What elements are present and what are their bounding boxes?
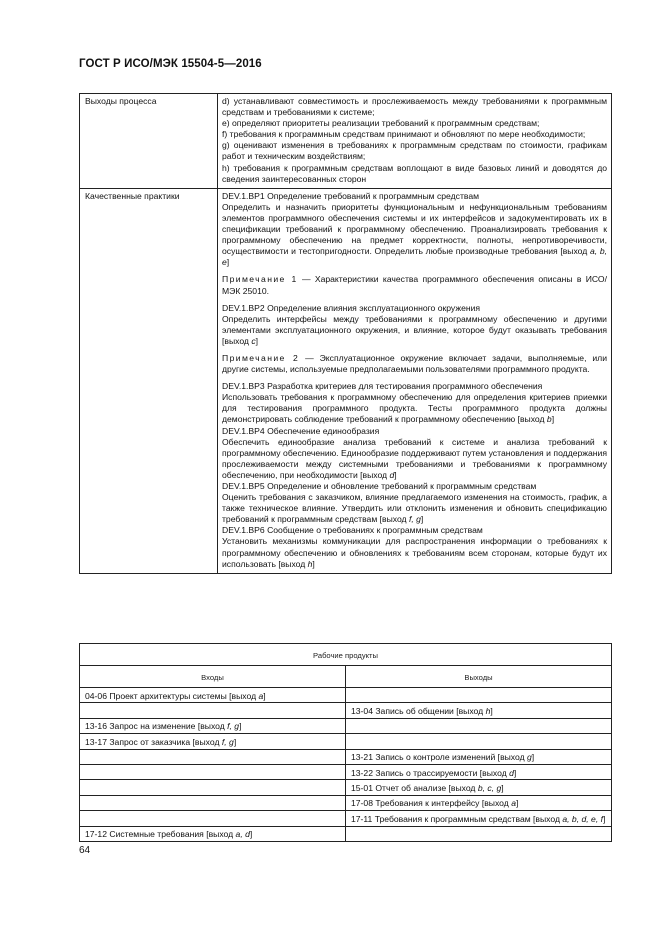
cell-refs: f, g — [221, 736, 234, 747]
process-output-item: g) оценивают изменения в требованиях к программным средствам по стоимости, графикам работ и техническим воздействиям; — [222, 140, 607, 162]
process-outputs-row — [80, 94, 612, 189]
column-header-inputs: Входы — [80, 666, 346, 688]
process-table — [79, 93, 612, 574]
process-output-item: e) определяют приоритеты реализации требований к программным средствам; — [222, 118, 540, 129]
output-cell — [346, 734, 612, 749]
column-header-outputs: Выходы — [346, 666, 612, 688]
process-outputs-label: Выходы процесса — [80, 94, 218, 189]
base-practice-bp2 — [222, 303, 607, 347]
table-row — [80, 718, 612, 733]
work-products-table — [79, 643, 612, 842]
cell-refs: a — [511, 798, 516, 809]
note-2-text: — Эксплуатационное окружение включает задачи, выполняемые, или другие системы, используемые предполагаемыми пользователями программного продукта. — [222, 352, 607, 375]
note-2-lead: Примечание 2 — [222, 352, 300, 363]
bp6-text — [222, 536, 607, 569]
cell-refs: g — [527, 752, 532, 763]
bp4-text — [222, 437, 607, 481]
bp3-body: Использовать требования к программному обеспечению для определения критериев приемки для тестирования программного продукта. Тесты программного продукта должны демонстрировать соблюдение требований к программному обеспечению [выход — [222, 392, 607, 425]
bp6-body: Установить механизмы коммуникации для распространения информации о требованиях к программному обеспечению и обновлениях к требованиям всем сторонам, которые будут их использовать [выход — [222, 536, 607, 569]
base-practices-label: Качественные практики — [80, 188, 218, 573]
input-cell — [80, 764, 346, 779]
cell-text: 13-17 Запрос от заказчика [выход — [85, 736, 222, 747]
cell-end: ] — [501, 783, 504, 794]
cell-text: 15-01 Отчет об анализе [выход — [351, 783, 478, 794]
page-number: 64 — [79, 845, 91, 856]
bp4-refs: d — [389, 469, 395, 480]
note-2 — [222, 353, 607, 375]
bp2-end: ] — [255, 335, 259, 346]
output-cell — [346, 688, 612, 703]
cell-end: ] — [602, 813, 606, 824]
table-row — [80, 749, 612, 764]
bp3-text — [222, 392, 607, 425]
cell-text: 17-08 Требования к интерфейсу [выход — [351, 798, 512, 809]
bp1-end: ] — [226, 257, 230, 268]
base-practice-bp3 — [222, 381, 607, 425]
document-header: ГОСТ Р ИСО/МЭК 15504-5—2016 — [79, 58, 262, 70]
bp2-title: DEV.1.BP2 Определение влияния эксплуатационного окружения — [222, 302, 481, 313]
table-row — [80, 764, 612, 779]
bp1-refs: a, b, e — [222, 246, 607, 268]
bp2-text — [222, 314, 607, 347]
work-products-caption: Рабочие продукты — [80, 644, 612, 666]
output-cell — [346, 826, 612, 841]
cell-end: ] — [239, 721, 242, 732]
bp5-text — [222, 492, 607, 525]
table-row — [80, 688, 612, 703]
bp1-title: DEV.1.BP1 Определение требований к программным средствам — [222, 190, 480, 201]
output-cell — [346, 795, 612, 810]
cell-text: 13-22 Запись о трассируемости [выход — [351, 767, 510, 778]
cell-text: 17-11 Требования к программным средствам [выход — [351, 813, 563, 824]
bp2-body: Определить интерфейсы между требованиями к программному обеспечению и другими элементами эксплуатационного окружения, и влияние, которое будут оказывать требования [выход — [222, 313, 607, 346]
base-practice-bp6 — [222, 525, 607, 569]
cell-end: ] — [490, 706, 493, 717]
output-cell — [346, 749, 612, 764]
bp2-refs: c — [251, 335, 256, 346]
cell-end: ] — [531, 752, 535, 763]
input-cell — [80, 749, 346, 764]
cell-end: ] — [249, 829, 253, 840]
bp3-title: DEV.1.BP3 Разработка критериев для тестирования программного обеспечения — [222, 381, 543, 392]
process-output-item: d) устанавливают совместимость и прослеживаемость между требованиями к программным средствам и требованиями к системе; — [222, 96, 607, 118]
cell-text: 13-16 Запрос на изменение [выход — [85, 721, 228, 732]
output-cell — [346, 703, 612, 718]
bp3-refs: b — [546, 414, 552, 425]
input-cell — [80, 703, 346, 718]
input-cell — [80, 780, 346, 795]
table-row — [80, 734, 612, 749]
table-row — [80, 826, 612, 841]
cell-refs: a, d — [235, 829, 250, 840]
output-cell — [346, 718, 612, 733]
bp6-end: ] — [312, 558, 315, 569]
note-1 — [222, 274, 607, 296]
input-cell — [80, 811, 346, 826]
bp5-end: ] — [420, 514, 424, 525]
process-output-item: f) требования к программным средствам принимают и обновляют по мере необходимости; — [222, 129, 586, 140]
cell-end: ] — [263, 690, 266, 701]
bp5-refs: f, g — [408, 514, 421, 525]
input-cell — [80, 688, 346, 703]
table-row — [80, 795, 612, 810]
process-outputs-list — [218, 94, 612, 189]
bp1-body: Определить и назначить приоритеты функциональным и нефункциональным требованиям элементов программного обеспечения системы и их интерфейсов и задокументировать их в спецификации требований к программному обеспечению. Проанализировать требования к программному обеспечению на предмет корректности, полноты, непротиворечивости, осуществимости и тестопригодности. Определить любые производные требования [выход — [222, 201, 607, 257]
cell-end: ] — [513, 767, 517, 778]
base-practices-row — [80, 188, 612, 573]
cell-refs: a, b, d, e, f — [562, 813, 603, 824]
output-cell — [346, 811, 612, 826]
bp6-title: DEV.1.BP6 Сообщение о требованиях к программным средствам — [222, 525, 483, 536]
cell-text: 04-06 Проект архитектуры системы [выход — [85, 690, 259, 701]
cell-text: 13-04 Запись об общении [выход — [351, 706, 486, 717]
base-practice-bp1 — [222, 191, 607, 269]
output-cell — [346, 764, 612, 779]
bp5-title: DEV.1.BP5 Определение и обновление требований к программным средствам — [222, 481, 537, 491]
note-1-lead: Примечание 1 — [222, 274, 298, 285]
bp1-text — [222, 202, 607, 269]
cell-refs: a — [258, 690, 264, 701]
work-products-header-row — [80, 666, 612, 688]
bp6-refs: h — [307, 558, 313, 569]
base-practices-content — [218, 188, 612, 573]
table-row — [80, 811, 612, 826]
output-cell — [346, 780, 612, 795]
cell-refs: f, g — [227, 721, 240, 732]
process-output-item: h) требования к программным средствам воплощают в виде базовых линий и доводятся до сведения заинтересованных сторон — [222, 162, 607, 184]
input-cell — [80, 718, 346, 733]
table-row — [80, 703, 612, 718]
bp4-body: Обеспечить единообразие анализа требований к системе и анализа требований к программному обеспечению. Единообразие поддерживают путем установления и поддержания прослеживаемости между системными требованиями и требованиями к программному обеспечению, при необходимости [выход — [222, 436, 607, 480]
bp5-body: Оценить требования с заказчиком, влияние предлагаемого изменения на стоимость, график, а также техническое влияние. Утвердить или отклонить изменения и обновить спецификацию требований к программным средствам [выход — [222, 492, 607, 525]
cell-refs: h — [485, 706, 491, 717]
work-products-caption-row — [80, 644, 612, 666]
base-practice-bp4 — [222, 426, 607, 481]
input-cell — [80, 795, 346, 810]
cell-text: 17-12 Системные требования [выход — [85, 829, 236, 840]
bp3-end: ] — [551, 414, 555, 425]
note-1-text: — Характеристики качества программного обеспечения описаны в ИСО/МЭК 25010. — [222, 274, 608, 296]
base-practice-bp5 — [222, 481, 607, 525]
cell-refs: b, c, g — [477, 783, 502, 794]
bp4-end: ] — [394, 469, 397, 480]
input-cell — [80, 826, 346, 841]
table-row — [80, 780, 612, 795]
bp4-title: DEV.1.BP4 Обеспечение единообразия — [222, 425, 380, 436]
cell-text: 13-21 Запись о контроле изменений [выход — [351, 752, 527, 763]
cell-end: ] — [515, 798, 519, 809]
cell-refs: d — [509, 767, 514, 778]
cell-end: ] — [233, 736, 237, 747]
input-cell — [80, 734, 346, 749]
